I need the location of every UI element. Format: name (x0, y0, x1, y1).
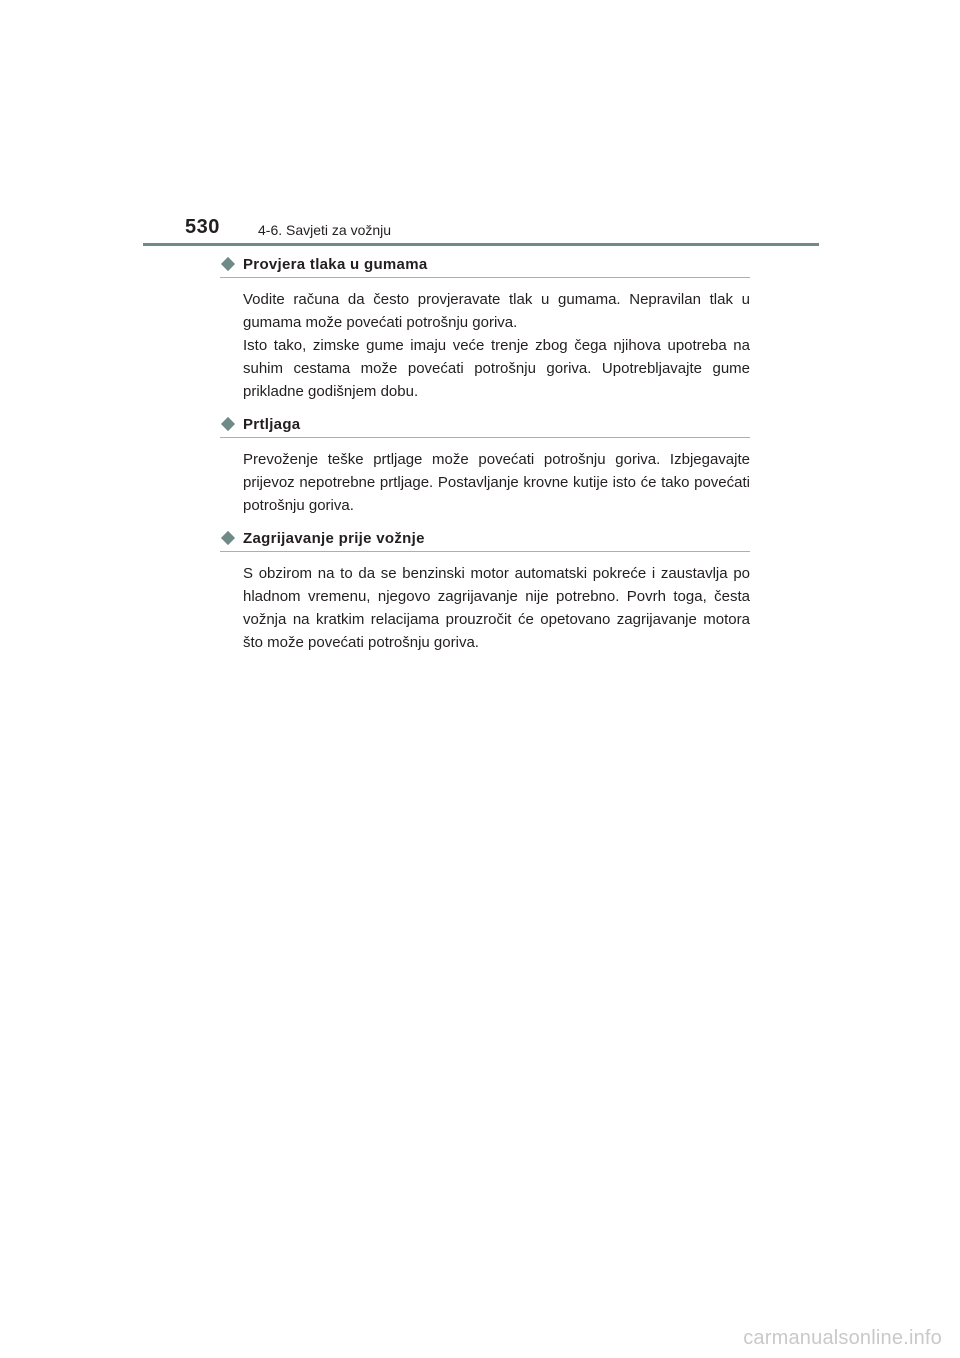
section-label: 4-6. Savjeti za vožnju (258, 222, 392, 238)
watermark: carmanualsonline.info (743, 1327, 942, 1349)
paragraph: Prevoženje teške prtljage može povećati potrošnju goriva. Izbjegavajte prijevoz nepotrebne prtljage. Postavljanje krovne kutije isto će tako povećati potrošnju goriva. (243, 451, 750, 514)
section-heading (220, 527, 750, 552)
section-heading-text: Prtljaga (243, 415, 301, 433)
paragraph: S obzirom na to da se benzinski motor automatski pokreće i zaustavlja po hladnom vremenu, njegovo zagrijavanje nije potrebno. Povrh toga, česta vožnja na kratkim relacijama prouzročit će opetovano zagrijavanje motora što može povećati potrošnju goriva. (243, 565, 750, 651)
section-tire-pressure (220, 253, 750, 403)
paragraph: Isto tako, zimske gume imaju veće trenje zbog čega njihova upotreba na suhim cestama može povećati potrošnju goriva. Upotrebljavajte gume prikladne godišnjem dobu. (243, 337, 750, 400)
section-heading-text: Zagrijavanje prije vožnje (243, 529, 425, 547)
diamond-icon (221, 531, 235, 545)
diamond-icon (221, 257, 235, 271)
paragraph: Vodite računa da često provjeravate tlak u gumama. Nepravilan tlak u gumama može povećati potrošnju goriva. (243, 291, 750, 331)
section-warm-up (220, 527, 750, 654)
section-heading (220, 413, 750, 438)
section-heading-text: Provjera tlaka u gumama (243, 255, 428, 273)
section-luggage (220, 413, 750, 517)
section-heading (220, 253, 750, 278)
page-content (220, 253, 750, 659)
header-divider (143, 243, 819, 246)
diamond-icon (221, 417, 235, 431)
page-number: 530 (185, 216, 220, 238)
